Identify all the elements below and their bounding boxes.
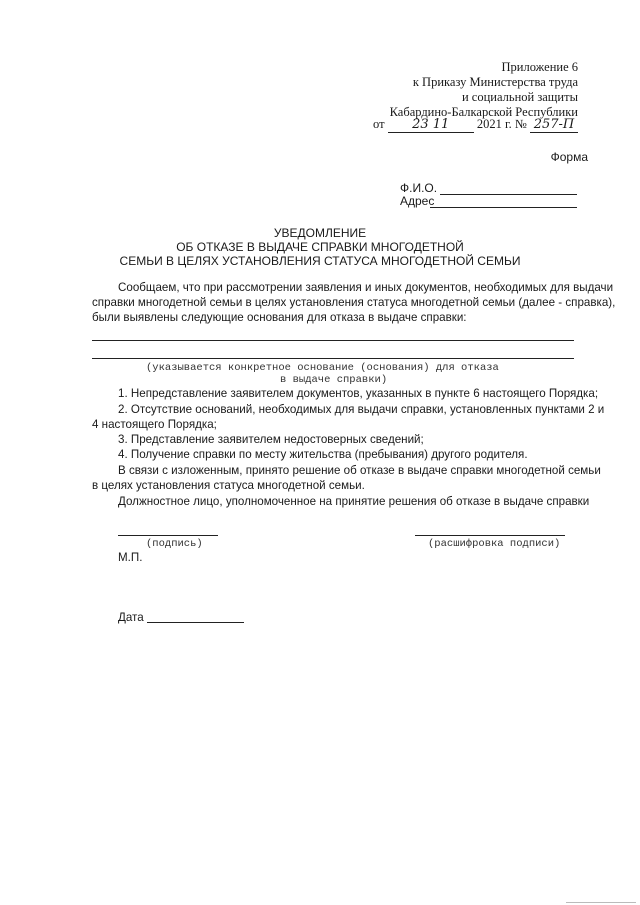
- address-fill-line: [430, 207, 577, 208]
- intro-line2: справки многодетной семьи в целях установления статуса многодетной семьи (далее - справка),: [92, 296, 616, 309]
- reason-2-continued: 4 настоящего Порядка;: [92, 418, 217, 431]
- signature-decode-caption: (расшифровка подписи): [428, 538, 561, 550]
- reason-2: 2. Отсутствие оснований, необходимых для выдачи справки, установленных пунктами 2 и: [118, 403, 605, 416]
- from-label: от: [373, 117, 385, 131]
- appendix-ministry-line: и социальной защиты: [461, 90, 578, 104]
- reason-4: 4. Получение справки по месту жительства (пребывания) другого родителя.: [118, 448, 528, 461]
- reason-hint-line1: (указывается конкретное основание (основания) для отказа: [146, 362, 499, 374]
- address-label: Адрес: [400, 194, 435, 208]
- reason-hint-line2: в выдаче справки): [280, 374, 388, 386]
- appendix-title: Приложение 6: [501, 60, 578, 74]
- document-title: УВЕДОМЛЕНИЕ: [273, 226, 367, 240]
- appendix-order-line: к Приказу Министерства труда: [412, 75, 578, 89]
- intro-line3: были выявлены следующие основания для отказа в выдаче справки:: [92, 311, 467, 324]
- document-subtitle-line2: СЕМЬИ В ЦЕЛЯХ УСТАНОВЛЕНИЯ СТАТУСА МНОГОДЕТНОЙ СЕМЬИ: [119, 254, 521, 268]
- decision-line2: в целях установления статуса многодетной семьи.: [92, 479, 365, 492]
- scan-edge-mark: [566, 902, 636, 903]
- reason-3: 3. Представление заявителем недостоверных сведений;: [118, 433, 424, 446]
- reason-fill-line-1: [92, 340, 574, 341]
- fio-label: Ф.И.О.: [400, 181, 438, 195]
- form-label: Форма: [550, 150, 588, 164]
- appendix-republic-line: Кабардино-Балкарской Республики: [389, 105, 578, 119]
- appendix-date-number: [373, 117, 578, 133]
- decision-line1: В связи с изложенным, принято решение об отказе в выдаче справки многодетной семьи: [118, 464, 601, 477]
- intro-line1: Сообщаем, что при рассмотрении заявления и иных документов, необходимых для выдачи: [118, 281, 614, 294]
- handwritten-number: 257-П: [530, 117, 578, 133]
- reason-fill-line-2: [92, 358, 574, 359]
- official-statement: Должностное лицо, уполномоченное на принятие решения об отказе в выдаче справки: [118, 495, 590, 508]
- signature-decode-line: [415, 535, 565, 536]
- document-subtitle-line1: ОБ ОТКАЗЕ В ВЫДАЧЕ СПРАВКИ МНОГОДЕТНОЙ: [176, 240, 464, 254]
- reason-1: 1. Непредставление заявителем документов, указанных в пункте 6 настоящего Порядка;: [118, 387, 599, 400]
- date-fill-line: [147, 622, 244, 623]
- date-label: Дата: [118, 611, 144, 624]
- signature-caption: (подпись): [146, 538, 203, 550]
- fio-fill-line: [440, 194, 577, 195]
- handwritten-date: 23 11: [388, 117, 474, 133]
- stamp-placeholder: М.П.: [118, 551, 143, 564]
- signature-line: [118, 535, 218, 536]
- year-number-label: 2021 г. №: [476, 117, 527, 131]
